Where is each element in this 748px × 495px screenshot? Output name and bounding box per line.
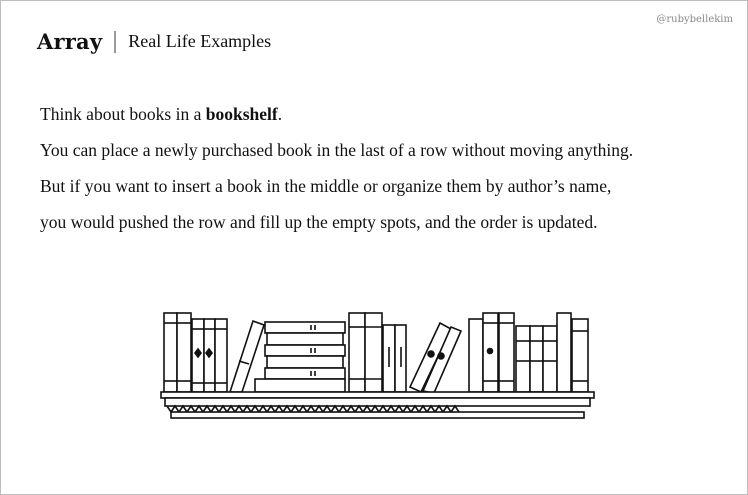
slide-title: Array <box>37 29 103 54</box>
body-line-1-end: . <box>277 104 283 124</box>
body-line-4: you would pushed the row and fill up the empty spots, and the order is updated. <box>40 212 598 232</box>
bookshelf-emphasis: bookshelf <box>205 104 278 124</box>
body-text <box>40 96 740 240</box>
slide-header <box>37 29 271 54</box>
body-line-3: But if you want to insert a book in the middle or organize them by author’s name, <box>40 176 612 196</box>
author-handle: @rubybellekim <box>656 14 733 25</box>
shelf <box>161 392 594 418</box>
body-line-1 <box>40 96 740 132</box>
leaning-books <box>410 323 461 393</box>
body-line-1-start: Think about books in a <box>40 104 206 124</box>
bookshelf-illustration <box>151 301 601 431</box>
book-group-right <box>469 313 588 392</box>
book-group-middle <box>349 313 406 392</box>
slide-subtitle: Real Life Examples <box>128 31 272 51</box>
book-stack <box>255 322 345 392</box>
body-line-2: You can place a newly purchased book in the last of a row without moving anything. <box>40 140 634 160</box>
book-group-left <box>164 313 227 392</box>
title-divider <box>114 31 116 53</box>
